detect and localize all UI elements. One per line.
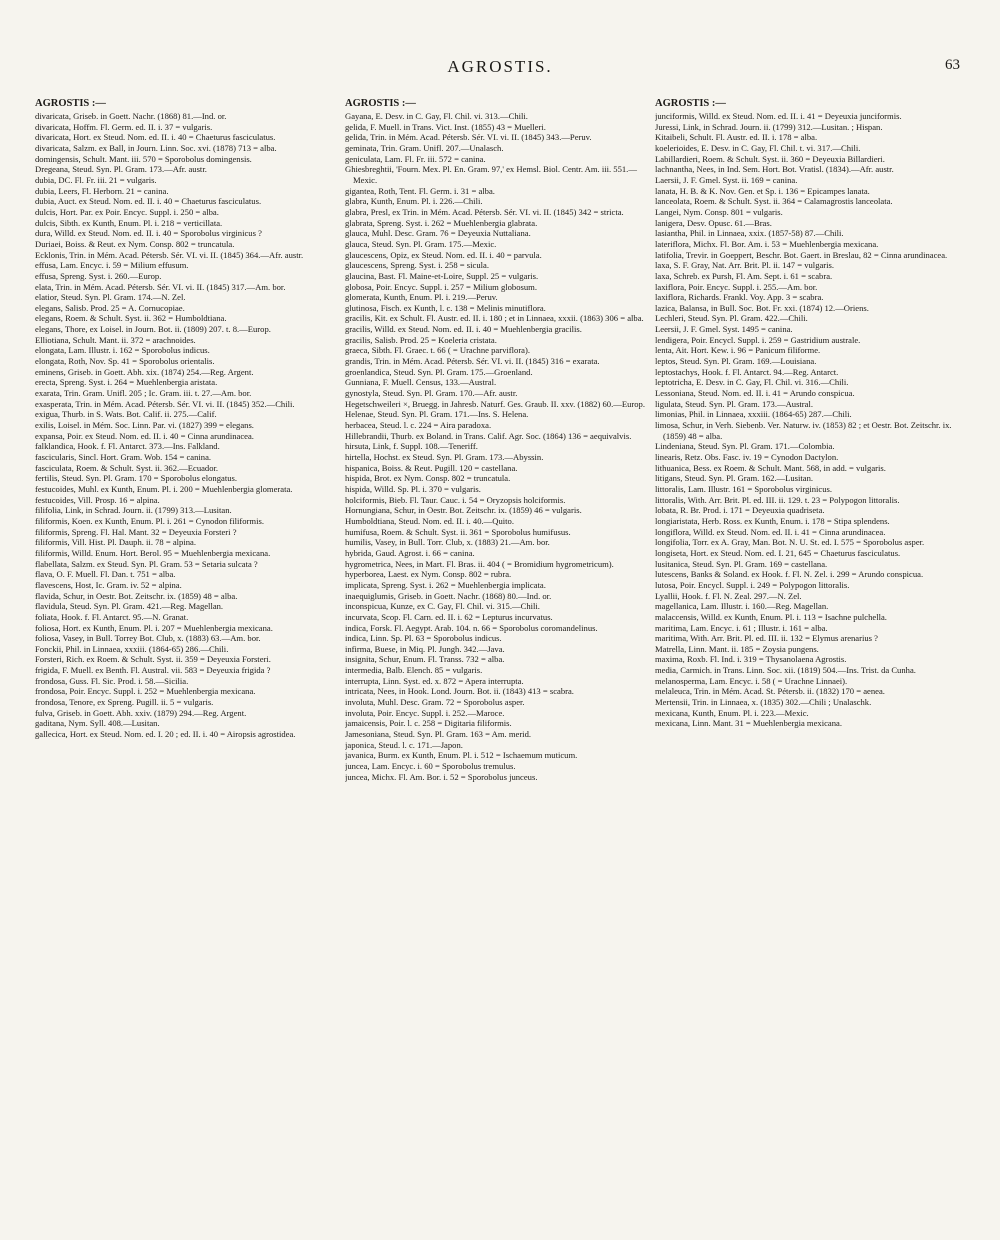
index-entry: Dregeana, Steud. Syn. Pl. Gram. 173.—Afr. austr. [35, 164, 207, 175]
index-entry: elata, Trin. in Mém. Acad. Pétersb. Sér. VI. vi. II. (1845) 317.—Am. bor. [35, 281, 286, 292]
index-entry: glabrata, Spreng. Syst. i. 262 = Muehlenbergia glabrata. [345, 217, 538, 228]
index-entry: filiformis, Spreng. Fl. Hal. Mant. 32 = Deyeuxia Forsteri ? [35, 526, 237, 537]
index-entry: latifolia, Trevir. in Goeppert, Beschr. Bot. Gaert. in Breslau, 82 = Cinna arundinacea. [655, 249, 948, 260]
column-heading: AGROSTIS :— [655, 98, 726, 109]
index-entry: malaccensis, Willd. ex Kunth, Enum. Pl. i. 113 = Isachne pulchella. [655, 611, 887, 622]
index-entry: melaleuca, Trin. in Mém. Acad. St. Pétersb. ii. (1832) 170 = aenea. [655, 686, 885, 697]
column-heading: AGROSTIS :— [345, 98, 416, 109]
index-entry: juncea, Michx. Fl. Am. Bor. i. 52 = Sporobolus junceus. [345, 771, 538, 782]
index-entry: dulcis, Sibth. ex Kunth, Enum. Pl. i. 218 = verticillata. [35, 217, 223, 228]
index-entry: gynostyla, Steud. Syn. Pl. Gram. 170.—Afr. austr. [345, 388, 518, 399]
index-entry: exigua, Thurb. in S. Wats. Bot. Calif. ii. 275.—Calif. [35, 409, 217, 420]
index-entry: Labillardieri, Roem. & Schult. Syst. ii. 360 = Deyeuxia Billardieri. [655, 153, 885, 164]
index-entry: dubia, Leers, Fl. Herborn. 21 = canina. [35, 185, 169, 196]
index-entry: festucoides, Muhl. ex Kunth, Enum. Pl. i. 200 = Muehlenbergia glomerata. [35, 483, 293, 494]
index-entry: Helenae, Steud. Syn. Pl. Gram. 171.—Ins. S. Helena. [345, 409, 529, 420]
index-entry: Kitaibeli, Schult. Fl. Austr. ed. II. i. 178 = alba. [655, 132, 818, 143]
index-entry: implicata, Spreng. Syst. i. 262 = Muehlenbergia implicata. [345, 579, 546, 590]
index-entry: groenlandica, Steud. Syn. Pl. Gram. 175.—Groenland. [345, 366, 533, 377]
index-entry: exilis, Loisel. in Mém. Soc. Linn. Par. vi. (1827) 399 = elegans. [35, 420, 254, 431]
index-entry: elegans, Roem. & Schult. Syst. ii. 362 = Humboldtiana. [35, 313, 227, 324]
index-entry: flavida, Schur, in Oestr. Bot. Zeitschr. ix. (1859) 48 = alba. [35, 590, 238, 601]
index-entry: humilis, Vasey, in Bull. Torr. Club, x. (1883) 21.—Am. bor. [345, 537, 550, 548]
index-entry: lazica, Balansa, in Bull. Soc. Bot. Fr. xxi. (1874) 12.—Oriens. [655, 302, 869, 313]
index-entry: divaricata, Hort. ex Steud. Nom. ed. II. i. 40 = Chaeturus fasciculatus. [35, 132, 276, 143]
index-entry: lanigera, Desv. Opusc. 61.—Bras. [655, 217, 772, 228]
index-entry: elegans, Salisb. Prod. 25 = A. Cornucopiae. [35, 302, 185, 313]
index-entry: indica, Linn. Sp. Pl. 63 = Sporobolus indicus. [345, 633, 502, 644]
index-entry: frondosa, Guss. Fl. Sic. Prod. i. 58.—Sicilia. [35, 675, 189, 686]
index-entry: Lyallii, Hook. f. Fl. N. Zeal. 297.—N. Zel. [655, 590, 802, 601]
index-entry: Elliotiana, Schult. Mant. ii. 372 = arachnoides. [35, 334, 196, 345]
index-entry: Forsteri, Rich. ex Roem. & Schult. Syst. ii. 359 = Deyeuxia Forsteri. [35, 654, 271, 665]
index-entry: lendigera, Poir. Encycl. Suppl. i. 259 = Gastridium australe. [655, 334, 861, 345]
index-entry: mexicana, Linn. Mant. 31 = Muehlenbergia mexicana. [655, 718, 843, 729]
index-entry: inconspicua, Kunze, ex C. Gay, Fl. Chil. vi. 315.—Chili. [345, 601, 540, 612]
index-entry: dura, Willd. ex Steud. Nom. ed. II. i. 40 = Sporobolus virginicus ? [35, 228, 262, 239]
index-entry: gracilis, Kit. ex Schult. Fl. Austr. ed. II. i. 180 ; et in Linnaea, xxxii. (1863) 306 = alba. [345, 313, 644, 324]
index-entry: hyperborea, Laest. ex Nym. Consp. 802 = rubra. [345, 569, 512, 580]
index-entry: limonias, Phil. in Linnaea, xxxiii. (1864-65) 287.—Chili. [655, 409, 852, 420]
index-entry: divaricata, Hoffm. Fl. Germ. ed. II. i. 37 = vulgaris. [35, 121, 213, 132]
index-entry: glauca, Steud. Syn. Pl. Gram. 175.—Mexic. [345, 238, 497, 249]
index-entry: maritima, With. Arr. Brit. Pl. ed. III. ii. 132 = Elymus arenarius ? [655, 633, 878, 644]
index-entry: geniculata, Lam. Fl. Fr. iii. 572 = canina. [345, 153, 486, 164]
index-entry: gracilis, Willd. ex Steud. Nom. ed. II. i. 40 = Muehlenbergia gracilis. [345, 324, 582, 335]
index-entry: magellanica, Lam. Illustr. i. 160.—Reg. Magellan. [655, 601, 829, 612]
index-entry: effusa, Lam. Encyc. i. 59 = Milium effusum. [35, 260, 189, 271]
index-entry: hispida, Brot. ex Nym. Consp. 802 = truncatula. [345, 473, 511, 484]
index-entry: littoralis, With. Arr. Brit. Pl. ed. III. ii. 129. t. 23 = Polypogon littoralis. [655, 494, 900, 505]
index-entry: gallecica, Hort. ex Steud. Nom. ed. I. 20 ; ed. II. i. 40 = Airopsis agrostidea. [35, 729, 296, 740]
index-entry: holciformis, Bieb. Fl. Taur. Cauc. i. 54 = Oryzopsis holciformis. [345, 494, 566, 505]
index-entry: lanceolata, Roem. & Schult. Syst. ii. 364 = Calamagrostis lanceolata. [655, 196, 893, 207]
index-entry: divaricata, Griseb. in Goett. Nachr. (1868) 81.—Ind. or. [35, 111, 227, 121]
index-entry: insignita, Schur, Enum. Fl. Transs. 732 = alba. [345, 654, 505, 665]
index-entry: Gunniana, F. Muell. Census, 133.—Austral. [345, 377, 497, 388]
index-entry: flabellata, Salzm. ex Steud. Syn. Pl. Gram. 53 = Setaria sulcata ? [35, 558, 258, 569]
index-entry: longiseta, Hort. ex Steud. Nom. ed. I. 21, 645 = Chaeturus fasciculatus. [655, 547, 901, 558]
index-entry: hispida, Willd. Sp. Pl. i. 370 = vulgaris. [345, 483, 481, 494]
index-entry: glaucina, Bast. Fl. Maine-et-Loire, Suppl. 25 = vulgaris. [345, 270, 539, 281]
index-entry: incurvata, Scop. Fl. Carn. ed. II. i. 62 = Lepturus incurvatus. [345, 611, 553, 622]
index-entry: Laersii, J. F. Gmel. Syst. ii. 169 = canina. [655, 174, 798, 185]
index-entry: glutinosa, Fisch. ex Kunth, l. c. 138 = Melinis minutiflora. [345, 302, 546, 313]
index-entry: foliosa, Vasey, in Bull. Torrey Bot. Club, x. (1883) 63.—Am. bor. [35, 633, 261, 644]
index-entry: Langei, Nym. Consp. 801 = vulgaris. [655, 206, 783, 217]
index-entry: hygrometrica, Nees, in Mart. Fl. Bras. ii. 404 ( = Bromidium hygrometricum). [345, 558, 614, 569]
index-entry: filiformis, Vill. Hist. Pl. Dauph. ii. 78 = alpina. [35, 537, 197, 548]
index-entry: Hornungiana, Schur, in Oestr. Bot. Zeitschr. ix. (1859) 46 = vulgaris. [345, 505, 582, 516]
index-entry: Ghiesbreghtii, 'Fourn. Mex. Pl. En. Gram. 97,' ex Hemsl. Biol. Centr. Am. iii. 551.—Mexic. [345, 164, 637, 185]
index-entry: laxa, Schreb. ex Pursh, Fl. Am. Sept. i. 61 = scabra. [655, 270, 833, 281]
index-entry: laxiflora, Poir. Encyc. Suppl. i. 255.—Am. bor. [655, 281, 818, 292]
index-entry: elongata, Roth, Nov. Sp. 41 = Sporobolus orientalis. [35, 356, 215, 367]
index-entry: Hillebrandii, Thurb. ex Boland. in Trans. Calif. Agr. Soc. (1864) 136 = aequivalvis. [345, 430, 632, 441]
index-entry: glaucescens, Spreng. Syst. i. 258 = sicula. [345, 260, 489, 271]
index-entry: glabra, Kunth, Enum. Pl. i. 226.—Chili. [345, 196, 483, 207]
index-entry: glomerata, Kunth, Enum. Pl. i. 219.—Peruv. [345, 292, 498, 303]
index-entry: erecta, Spreng. Syst. i. 264 = Muehlenbergia aristata. [35, 377, 218, 388]
index-entry: fasciculata, Roem. & Schult. Syst. ii. 362.—Ecuador. [35, 462, 219, 473]
index-entry: dubia, DC. Fl. Fr. iii. 21 = vulgaris. [35, 174, 157, 185]
index-entry: lobata, R. Br. Prod. i. 171 = Deyeuxia quadriseta. [655, 505, 825, 516]
index-entry: gracilis, Salisb. Prod. 25 = Koeleria cristata. [345, 334, 497, 345]
index-entry: effusa, Spreng. Syst. i. 260.—Europ. [35, 270, 162, 281]
index-entry: infirma, Buese, in Miq. Pl. Jungh. 342.—Java. [345, 643, 505, 654]
index-entry: foliata, Hook. f. Fl. Antarct. 95.—N. Granat. [35, 611, 189, 622]
index-entry: involuta, Muhl. Desc. Gram. 72 = Sporobolus asper. [345, 697, 525, 708]
column-3 [655, 98, 955, 1223]
page-number: 63 [945, 57, 960, 73]
index-entry: filiformis, Koen. ex Kunth, Enum. Pl. i. 261 = Cynodon filiformis. [35, 515, 264, 526]
index-entry: involuta, Poir. Encyc. Suppl. i. 252.—Maroce. [345, 707, 505, 718]
index-entry: foliosa, Hort. ex Kunth, Enum. Pl. i. 207 = Muehlenbergia mexicana. [35, 622, 273, 633]
index-entry: laxiflora, Richards. Frankl. Voy. App. 3 = scabra. [655, 292, 824, 303]
column-heading: AGROSTIS :— [35, 98, 106, 109]
index-entry: Ecklonis, Trin. in Mém. Acad. Pétersb. Sér. VI. vi. II. (1845) 364.—Afr. austr. [35, 249, 304, 260]
index-entry: longifolia, Torr. ex A. Gray, Man. Bot. N. U. St. ed. I. 575 = Sporobolus asper. [655, 537, 925, 548]
index-entry: dubia, Auct. ex Steud. Nom. ed. II. i. 40 = Chaeturus fasciculatus. [35, 196, 262, 207]
index-entry: fascicularis, Sincl. Hort. Gram. Wob. 154 = canina. [35, 452, 212, 462]
index-entry: flavidula, Steud. Syn. Pl. Gram. 421.—Reg. Magellan. [35, 601, 224, 612]
index-entry: Lindeniana, Steud. Syn. Pl. Gram. 171.—Colombia. [655, 441, 835, 452]
index-entry: inaequiglumis, Griseb. in Goett. Nachr. (1868) 80.—Ind. or. [345, 590, 552, 601]
index-entry: grandis, Trin. in Mém. Acad. Pétersb. Sér. VI. vi. II. (1845) 316 = exarata. [345, 356, 600, 367]
index-entry: Lechleri, Steud. Syn. Pl. Gram. 422.—Chili. [655, 313, 808, 324]
index-entry: Humboldtiana, Steud. Nom. ed. II. i. 40.—Quito. [345, 515, 514, 526]
index-entry: Leersii, J. F. Gmel. Syst. 1495 = canina. [655, 324, 793, 335]
index-entry: intricata, Nees, in Hook. Lond. Journ. Bot. ii. (1843) 413 = scabra. [345, 686, 574, 697]
index-entry: geminata, Trin. Gram. Unifl. 207.—Unalasch. [345, 142, 504, 153]
index-entry: lasiantha, Phil. in Linnaea, xxix. (1857-58) 87.—Chili. [655, 228, 844, 239]
index-entry: maritima, Lam. Encyc. i. 61 ; Illustr. i. 161 = alba. [655, 622, 828, 633]
index-entry: leptotricha, E. Desv. in C. Gay, Fl. Chil. vi. 316.—Chili. [655, 377, 849, 388]
index-entry: intermedia, Balb. Elench. 85 = vulgaris. [345, 665, 483, 676]
index-entry: Mertensii, Trin. in Linnaea, x. (1835) 302.—Chili ; Unalaschk. [655, 697, 872, 708]
index-entry: limosa, Schur, in Verh. Siebenb. Ver. Naturw. iv. (1853) 82 ; et Oestr. Bot. Zeitschr. ix. (1859) 48 = alba. [655, 420, 952, 441]
index-entry: lachnantha, Nees, in Ind. Sem. Hort. Bot. Vratisl. (1834).—Afr. austr. [655, 164, 894, 175]
index-entry: ligulata, Steud. Syn. Pl. Gram. 173.—Austral. [655, 398, 814, 409]
index-entry: juncea, Lam. Encyc. i. 60 = Sporobolus tremulus. [345, 761, 516, 772]
index-entry: laxa, S. F. Gray, Nat. Arr. Brit. Pl. ii. 147 = vulgaris. [655, 260, 835, 271]
index-entry: fertilis, Steud. Syn. Pl. Gram. 170 = Sporobolus elongatus. [35, 473, 238, 484]
index-entry: gelida, F. Muell. in Trans. Vict. Inst. (1855) 43 = Muelleri. [345, 121, 546, 132]
index-entry: falklandica, Hook. f. Fl. Antarct. 373.—Ins. Falkland. [35, 441, 220, 452]
index-entry: junciformis, Willd. ex Steud. Nom. ed. II. i. 41 = Deyeuxia junciformis. [655, 111, 902, 121]
index-entry: longiflora, Willd. ex Steud. Nom. ed. II. i. 41 = Cinna arundinacea. [655, 526, 886, 537]
index-entry: hirsuta, Link, f. Suppl. 108.—Teneriff. [345, 441, 478, 452]
index-entry: Juressi, Link, in Schrad. Journ. ii. (1799) 312.—Lusitan. ; Hispan. [655, 121, 883, 132]
running-title: AGROSTIS. [447, 57, 553, 76]
index-entry: glauca, Muhl. Desc. Gram. 76 = Deyeuxia Nuttaliana. [345, 228, 531, 239]
index-entry: leptos, Steud. Syn. Pl. Gram. 169.—Louisiana. [655, 356, 817, 367]
index-entry: Gayana, E. Desv. in C. Gay, Fl. Chil. vi. 313.—Chili. [345, 111, 528, 121]
index-entry: divaricata, Salzm. ex Ball, in Journ. Linn. Soc. xvi. (1878) 713 = alba. [35, 142, 277, 153]
index-entry: koelerioides, E. Desv. in C. Gay, Fl. Chil. t. vi. 317.—Chili. [655, 142, 861, 153]
index-entry: hirtella, Hochst. ex Steud. Syn. Pl. Gram. 173.—Abyssin. [345, 452, 544, 462]
index-entry: herbacea, Steud. l. c. 224 = Aira paradoxa. [345, 420, 492, 431]
index-entry: filiformis, Willd. Enum. Hort. Berol. 95 = Muehlenbergia mexicana. [35, 547, 271, 558]
index-entry: domingensis, Schult. Mant. iii. 570 = Sporobolus domingensis. [35, 153, 252, 164]
index-entry: graeca, Sibth. Fl. Graec. t. 66 ( = Urachne parviflora). [345, 345, 531, 356]
index-entry: exasperata, Trin. in Mém. Acad. Pétersb. Sér. VI. vi. II. (1845) 352.—Chili. [35, 398, 295, 409]
index-entry: indica, Forsk. Fl. Aegypt. Arab. 104. n. 66 = Sporobolus coromandelinus. [345, 622, 598, 633]
column-1 [35, 98, 335, 1223]
index-entry: longiaristata, Herb. Ross. ex Kunth, Enum. i. 178 = Stipa splendens. [655, 515, 890, 526]
index-entry: lanata, H. B. & K. Nov. Gen. et Sp. i. 136 = Epicampes lanata. [655, 185, 870, 196]
index-entry: litigans, Steud. Syn. Pl. Gram. 162.—Lusitan. [655, 473, 814, 484]
index-entry: hybrida, Gaud. Agrost. i. 66 = canina. [345, 547, 475, 558]
index-entry: frondosa, Tenore, ex Spreng. Pugill. ii. 5 = vulgaris. [35, 697, 214, 708]
index-entry: flava, O. F. Muell. Fl. Dan. t. 751 = alba. [35, 569, 176, 580]
index-entry: melanosperma, Lam. Encyc. i. 58 ( = Urachne Linnaei). [655, 675, 848, 686]
index-entry: interrupta, Linn. Syst. ed. x. 872 = Apera interrupta. [345, 675, 524, 686]
index-entry: leptostachys, Hook. f. Fl. Antarct. 94.—Reg. Antarct. [655, 366, 839, 377]
index-entry: elatior, Steud. Syn. Pl. Gram. 174.—N. Zel. [35, 292, 186, 303]
column-2 [345, 98, 645, 1223]
index-entry: globosa, Poir. Encyc. Suppl. i. 257 = Milium globosum. [345, 281, 538, 292]
index-entry: filifolia, Link, in Schrad. Journ. ii. (1799) 313.—Lusitan. [35, 505, 232, 516]
index-entry: gelida, Trin. in Mém. Acad. Pétersb. Sér. VI. vi. II. (1845) 343.—Peruv. [345, 132, 592, 143]
index-entry: lateriflora, Michx. Fl. Bor. Am. i. 53 = Muehlenbergia mexicana. [655, 238, 879, 249]
index-entry: expansa, Poir. ex Steud. Nom. ed. II. i. 40 = Cinna arundinacea. [35, 430, 254, 441]
index-entry: Lessoniana, Steud. Nom. ed. II. i. 41 = Arundo conspicua. [655, 388, 855, 399]
index-entry: gigantea, Roth, Tent. Fl. Germ. i. 31 = alba. [345, 185, 495, 196]
index-entry: dulcis, Hort. Par. ex Poir. Encyc. Suppl. i. 250 = alba. [35, 206, 219, 217]
index-entry: maxima, Roxb. Fl. Ind. i. 319 = Thysanolaena Agrostis. [655, 654, 847, 665]
index-entry: lusitanica, Steud. Syn. Pl. Gram. 169 = castellana. [655, 558, 828, 569]
index-entry: fulva, Griseb. in Goett. Abh. xxiv. (1879) 294.—Reg. Argent. [35, 707, 247, 718]
index-entry: littoralis, Lam. Illustr. 161 = Sporobolus virginicus. [655, 483, 833, 494]
index-entry: elongata, Lam. Illustr. i. 162 = Sporobolus indicus. [35, 345, 210, 356]
index-entry: japonica, Steud. l. c. 171.—Japon. [345, 739, 463, 750]
index-entry: media, Carmich. in Trans. Linn. Soc. xii. (1819) 504.—Ins. Trist. da Cunha. [655, 665, 916, 676]
index-entry: Fonckii, Phil. in Linnaea, xxxiii. (1864-65) 286.—Chili. [35, 643, 229, 654]
index-entry: exarata, Trin. Gram. Unifl. 205 ; Ic. Gram. iii. t. 27.—Am. bor. [35, 388, 252, 399]
index-entry: jamaicensis, Poir. l. c. 258 = Digitaria filiformis. [345, 718, 512, 729]
index-entry: humifusa, Roem. & Schult. Syst. ii. 361 = Sporobolus humifusus. [345, 526, 571, 537]
index-entry: linearis, Retz. Obs. Fasc. iv. 19 = Cynodon Dactylon. [655, 452, 839, 462]
columns [35, 98, 965, 1223]
index-entry: mexicana, Kunth, Enum. Pl. i. 223.—Mexic. [655, 707, 809, 718]
index-entry: javanica, Burm. ex Kunth, Enum. Pl. i. 512 = Ischaemum muticum. [345, 750, 578, 761]
index-entry: lutosa, Poir. Encycl. Suppl. i. 249 = Polypogon littoralis. [655, 579, 850, 590]
index-entry: Hegetschweileri ×, Bruegg. in Jahresb. Naturf. Ges. Graub. II. xxv. (1882) 60.—Europ. [345, 398, 645, 409]
index-entry: flavescens, Host, Ic. Gram. iv. 52 = alpina. [35, 579, 182, 590]
index-entry: frondosa, Poir. Encyc. Suppl. i. 252 = Muehlenbergia mexicana. [35, 686, 256, 697]
index-entry: frigida, F. Muell. ex Benth. Fl. Austral. vii. 583 = Deyeuxia frigida ? [35, 665, 271, 676]
index-entry: glabra, Presl, ex Trin. in Mém. Acad. Pétersb. Sér. VI. vi. II. (1845) 342 = stricta. [345, 206, 624, 217]
index-entry: Duriaei, Boiss. & Reut. ex Nym. Consp. 802 = truncatula. [35, 238, 235, 249]
index-entry: Matrella, Linn. Mant. ii. 185 = Zoysia pungens. [655, 643, 819, 654]
index-entry: lenta, Ait. Hort. Kew. i. 96 = Panicum filiforme. [655, 345, 821, 356]
index-entry: elegans, Thore, ex Loisel. in Journ. Bot. ii. (1809) 207. t. 8.—Europ. [35, 324, 271, 335]
index-entry: Jamesoniana, Steud. Syn. Pl. Gram. 163 = Am. merid. [345, 729, 532, 740]
index-entry: gaditana, Nym. Syll. 408.—Lusitan. [35, 718, 160, 729]
index-entry: lithuanica, Bess. ex Roem. & Schult. Mant. 568, in add. = vulgaris. [655, 462, 886, 473]
index-entry: eminens, Griseb. in Goett. Abh. xix. (1874) 254.—Reg. Argent. [35, 366, 254, 377]
index-entry: glaucescens, Opiz, ex Steud. Nom. ed. II. i. 40 = parvula. [345, 249, 542, 260]
index-entry: festucoides, Vill. Prosp. 16 = alpina. [35, 494, 160, 505]
index-entry: lutescens, Banks & Soland. ex Hook. f. Fl. N. Zel. i. 299 = Arundo conspicua. [655, 569, 924, 580]
index-entry: hispanica, Boiss. & Reut. Pugill. 120 = castellana. [345, 462, 518, 473]
